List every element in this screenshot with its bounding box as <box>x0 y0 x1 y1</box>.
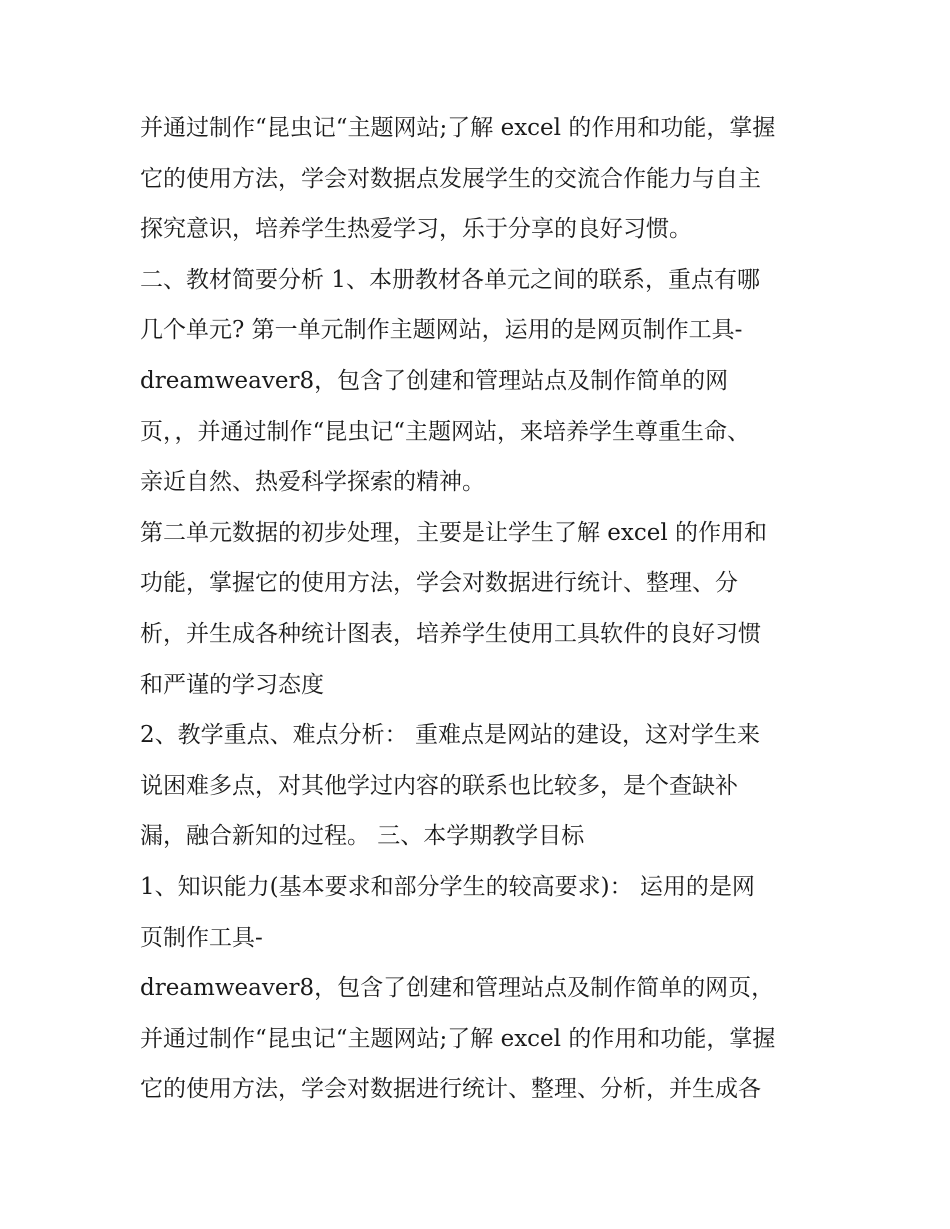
text-line: 页制作工具- <box>140 924 263 951</box>
text-line: 页，，并通过制作“昆虫记“主题网站，来培养学生尊重生命、 <box>140 418 751 445</box>
text-line: 说困难多点，对其他学过内容的联系也比较多，是个查缺补 <box>140 772 738 799</box>
text-line: 它的使用方法，学会对数据进行统计、整理、分析，并生成各 <box>140 1076 761 1103</box>
text-line: dreamweaver8，包含了创建和管理站点及制作简单的网页， <box>140 975 775 1002</box>
text-line: 2、教学重点、难点分析： 重难点是网站的建设，这对学生来 <box>140 722 760 749</box>
text-line: 亲近自然、热爱科学探索的精神。 <box>140 469 485 496</box>
text-line: 第二单元数据的初步处理，主要是让学生了解 excel 的作用和 <box>140 519 768 546</box>
text-line: 和严谨的学习态度 <box>140 671 324 698</box>
text-line: 它的使用方法，学会对数据点发展学生的交流合作能力与自主 <box>140 165 761 192</box>
text-line: 漏，融合新知的过程。 三、本学期教学目标 <box>140 823 585 850</box>
document-body <box>140 103 820 1115</box>
text-line: 探究意识，培养学生热爱学习，乐于分享的良好习惯。 <box>140 216 692 243</box>
text-line: 析，并生成各种统计图表，培养学生使用工具软件的良好习惯 <box>140 620 761 647</box>
text-line: 1、知识能力(基本要求和部分学生的较高要求)： 运用的是网 <box>140 873 755 900</box>
text-line: 并通过制作“昆虫记“主题网站;了解 excel 的作用和功能，掌握 <box>140 1025 776 1052</box>
text-line: 二、教材简要分析 1、本册教材各单元之间的联系，重点有哪 <box>140 266 760 293</box>
text-line: dreamweaver8，包含了创建和管理站点及制作简单的网 <box>140 367 729 394</box>
text-line: 几个单元? 第一单元制作主题网站，运用的是网页制作工具- <box>140 317 743 344</box>
text-line: 并通过制作“昆虫记“主题网站;了解 excel 的作用和功能，掌握 <box>140 115 776 141</box>
text-line: 功能，掌握它的使用方法，学会对数据进行统计、整理、分 <box>140 570 738 597</box>
